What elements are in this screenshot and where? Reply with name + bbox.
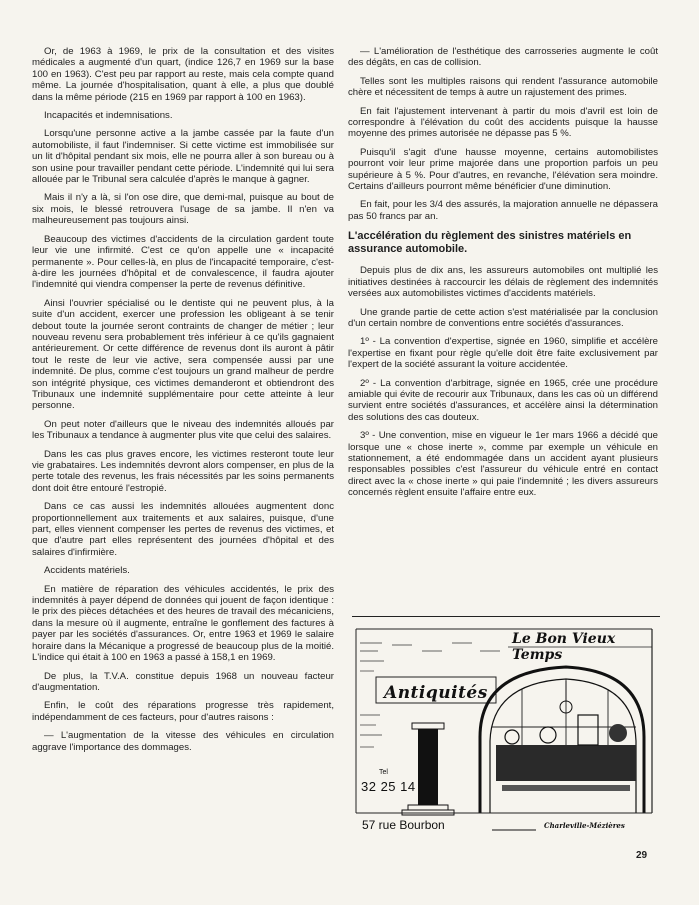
section-heading: L'accélération du règlement des sinistres matériels en assurance automobile. [348, 230, 632, 256]
paragraph: — L'amélioration de l'esthétique des carrosseries augmente le coût des dégâts, en cas de collision. [348, 46, 658, 69]
telephone-label: Tel [379, 769, 388, 776]
shop-address: 57 rue Bourbon [362, 818, 445, 832]
subheading-accidents-materiels: Accidents matériels. [44, 565, 130, 577]
paragraph: En fait l'ajustement intervenant à partir du mois d'avril est loin de correspondre à l'élévation du coût des accidents puisque la hausse moyenne des primes autorisée ne dépasse pas 5 %. [348, 105, 658, 140]
right-column [348, 46, 658, 506]
left-column [32, 46, 334, 760]
paragraph: Depuis plus de dix ans, les assureurs automobiles ont multiplié les initiatives destinées à raccourcir les délais de règlement des indemnités versées aux automobilistes victimes d'accidents matériels. [348, 265, 658, 300]
paragraph: Telles sont les multiples raisons qui rendent l'assurance automobile chère et nécessitent de temps à autre un rajustement des primes. [348, 75, 658, 99]
telephone-number: 32 25 14 [361, 779, 416, 794]
paragraph: Enfin, le coût des réparations progresse très rapidement, indépendamment de ces facteurs, pour d'autres raisons : [32, 700, 334, 723]
paragraph: On peut noter d'ailleurs que le niveau des indemnités alloués par les Tribunaux a tendance à augmenter plus vite que celui des salaires. [32, 418, 334, 442]
paragraph: Lorsqu'une personne active a la jambe cassée par la faute d'un automobiliste, il faut l'indemniser. Si cette victime est immobilisée sur un lit d'hôpital pendant six mois, elle ne pourra aller à son bureau ou à son usine pour travailler pendant cette période. L'indemnité qui lui sera allouée par le Tribunal sera calculée d'après le manque à gagner. [32, 128, 334, 186]
shop-town: Charleville-Mézières [544, 821, 625, 830]
paragraph: — L'augmentation de la vitesse des véhicules en circulation aggrave l'importance des dommages. [32, 730, 334, 753]
paragraph: Dans ce cas aussi les indemnités allouées augmentent donc proportionnellement aux traitements et aux salaires, puisque, d'une part, elles viennent compenser les pertes de revenus des victimes, et que d'autre part elles représentent des journées d'hôpital et des salaires d'infirmière. [32, 501, 334, 558]
paragraph: Mais il n'y a là, si l'on ose dire, que demi-mal, puisque au bout de six mois, le blessé retrouvera l'usage de sa jambe. Il n'en va malheureusement pas toujours ainsi. [32, 192, 334, 227]
paragraph: En matière de réparation des véhicules accidentés, le prix des indemnités à payer dépend de données qui jouent de façon identique : le prix des pièces détachées et des heures de travail des mécaniciens, dans la mesure où il augmente, entraîne le gonflement des factures à payer par les sociétés d'assurances. Or, entre 1963 et 1969 le salaire horaire dans la Mécanique a progressé de beaucoup plus de la moitié. L'indice qui était à 100 en 1963 a passé à 158,1 en 1969. [32, 583, 334, 664]
shop-name: Le Bon Vieux Temps [512, 631, 616, 663]
paragraph: Beaucoup des victimes d'accidents de la circulation gardent toute leur vie une infirmité. C'est ce qu'on appelle une « incapacité permanente ». Pour celles-là, en plus de l'incapacité temporaire, c'est-à-dire les journées d'hôpital et de convalescence, il faudra ajouter l'indemnité qui viendra compenser la perte de revenus définitive. [32, 233, 334, 291]
shop-sign: Antiquités [384, 683, 488, 703]
paragraph: Ainsi l'ouvrier spécialisé ou le dentiste qui ne peuvent plus, à la suite d'un accident, exercer une profession les obligeant à se tenir debout toute la journée seront contraints de changer de métier ; leur nouveau revenu sera probablement très inférieur à ce qu'ils gagnaient antérieurement. Or cette différence de revenus dont ils auront à pâtir tout le reste de leur vie active, sera compensée aussi par une indemnité. De plus, comme c'est toujours un grand malheur de perdre son intégrité physique, ces victimes demanderont et obtiendront des Tribunaux une indemnité supplémentaire pour cette atteinte à leur personne. [32, 297, 334, 412]
paragraph: Dans les cas plus graves encore, les victimes resteront toute leur vie grabataires. Les indemnités devront alors compenser, en plus de la perte totale des revenus, les frais nécessités par les soins permanents dont doit être entouré l'estropié. [32, 448, 334, 494]
paragraph: Puisqu'il s'agit d'une hausse moyenne, certains automobilistes pourront voir leur prime majorée dans une proportion parfois un peu supérieure à 5 %. Pour d'autres, en revanche, l'élévation sera moindre. Certains d'ailleurs pourront même bénéficier d'une diminution. [348, 146, 658, 193]
subheading-incapacites: Incapacités et indemnisations. [44, 110, 173, 122]
paragraph: De plus, la T.V.A. constitue depuis 1968 un nouveau facteur d'augmentation. [32, 670, 334, 693]
paragraph: Or, de 1963 à 1969, le prix de la consultation et des visites médicales a augmenté d'un quart, (indice 126,7 en 1969 sur la base 100 en 1963). C'est peu par rapport au reste, mais cela compte quand même. La journée d'hospitalisation, quant à elle, a plus que doublé dans la même période (215 en 1969 par rapport à 100 en 1963). [32, 46, 334, 103]
paragraph: 3º - Une convention, mise en vigueur le 1er mars 1966 a décidé que lorsque une « chose inerte », comme par exemple un véhicule en stationnement, a été endommagée dans un accident ayant plusieurs responsables possibles c'est l'assureur du véhicule entré en contact direct avec la « chose inerte » qui paie l'indemnité ; les divers assureurs concernés règlent ensuite l'affaire entre eux. [348, 430, 658, 499]
paragraph: Une grande partie de cette action s'est matérialisée par la conclusion d'un certain nombre de conventions entre sociétés d'assurances. [348, 306, 658, 329]
antique-shop-advertisement [352, 616, 660, 833]
paragraph: 1º - La convention d'expertise, signée en 1960, simplifie et accélère l'expertise en fixant pour règle qu'elle doit être faite exclusivement par l'expert de la société assurant la voiture accidentée. [348, 336, 658, 371]
paragraph: En fait, pour les 3/4 des assurés, la majoration annuelle ne dépassera pas 50 francs par an. [348, 199, 658, 222]
paragraph: 2º - La convention d'arbitrage, signée en 1965, crée une procédure amiable qui évite de recourir aux Tribunaux, dans les cas où un différend survient entre sociétés d'assurances, et accélère ainsi la détermination des solutions des cas douteux. [348, 377, 658, 423]
page-number: 29 [636, 850, 648, 861]
